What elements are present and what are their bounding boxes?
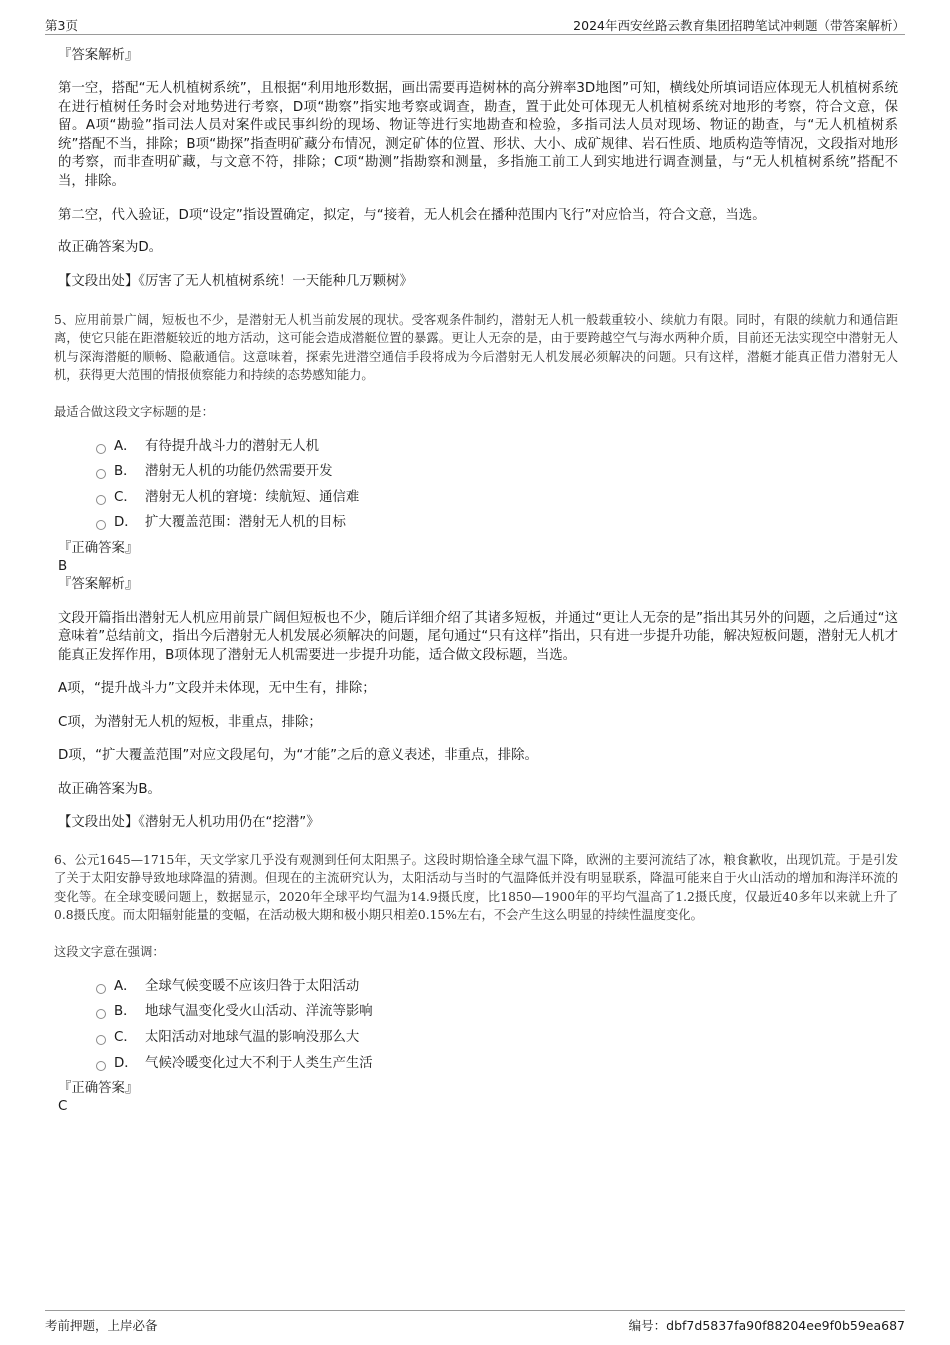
radio-icon[interactable]	[96, 984, 106, 994]
question-5-analysis: 文段开篇指出潜射无人机应用前景广阔但短板也不少，随后详细介绍了其诸多短板，并通过“更让人无奈的是”指出其另外的问题，之后通过“这意味着”总结前文，指出今后潜射无人机发展必须解决的问题，尾句通过“只有这样”指出，只有进一步提升功能，解决短板问题，潜射无人机才能真正发挥作用，B项体现了潜射无人机需要进一步提升功能，适合做文段标题，当选。	[58, 610, 898, 663]
radio-icon[interactable]	[96, 444, 106, 454]
document-id: 编号：dbf7d5837fa90f88204ee9f0b59ea687	[628, 1318, 905, 1333]
footer-slogan: 考前押题，上岸必备	[45, 1318, 158, 1333]
page-footer	[45, 1310, 905, 1335]
option-b[interactable]: B． 潜射无人机的功能仍然需要开发	[58, 461, 898, 487]
question-5-prompt: 最适合做这段文字标题的是：	[54, 404, 214, 419]
radio-icon[interactable]	[96, 1009, 106, 1019]
option-c-note: C项，为潜射无人机的短板，非重点，排除；	[58, 714, 322, 730]
question-6-options	[58, 976, 898, 1078]
analysis-label: 『答案解析』	[58, 576, 139, 592]
radio-icon[interactable]	[96, 469, 106, 479]
page-content	[54, 44, 898, 1116]
radio-icon[interactable]	[96, 1035, 106, 1045]
question-6-prompt: 这段文字意在强调：	[54, 944, 165, 959]
analysis-paragraph-2: 第二空，代入验证，D项“设定”指设置确定，拟定，与“接着，无人机会在播种范围内飞行”对应恰当，符合文意，当选。	[58, 208, 766, 223]
option-a[interactable]: A． 全球气候变暖不应该归咎于太阳活动	[58, 976, 898, 1002]
question-5-text: 5、应用前景广阔，短板也不少，是潜射无人机当前发展的现状。受客观条件制约，潜射无人机一般载重较小、续航力有限。同时，有限的续航力和通信距离，使它只能在距潜艇较近的地方活动，这可能会造成潜艇位置的暴露。更让人无奈的是，由于要跨越空气与海水两种介质，目前还无法实现空中潜射无人机与深海潜艇的顺畅、隐蔽通信。这意味着，探索先进潜空通信手段将成为今后潜射无人机发展必须解决的问题。只有这样，潜艇才能真正借力潜射无人机，获得更大范围的情报侦察能力和持续的态势感知能力。	[54, 312, 898, 382]
correct-answer-label: 『正确答案』	[58, 540, 139, 556]
option-b[interactable]: B． 地球气温变化受火山活动、洋流等影响	[58, 1001, 898, 1027]
correct-answer: B	[58, 558, 68, 574]
analysis-paragraph-1: 第一空，搭配“无人机植树系统”，且根据“利用地形数据，画出需要再造树林的高分辨率3D地图”可知，横线处所填词语应体现无人机植树系统在进行植树任务时会对地势进行考察，D项“勘察”指实地考察或调查，勘查，置于此处可体现无人机植树系统对地形的考察，符合文意，保留。A项“勘验”指司法人员对案件或民事纠纷的现场、物证等进行实地勘查和检验，多指司法人员对现场、物证的勘查，与“无人机植树系统”搭配不当，排除；B项“勘探”指查明矿藏分布情况，测定矿体的位置、形状、大小、成矿规律、岩石性质、地质构造等情况，文段指对地形的考察，而非查明矿藏，与文意不符，排除；C项“勘测”指勘察和测量，多指施工前工人到实地进行调查测量，与“无人机植树系统”搭配不当，排除。	[58, 81, 898, 189]
document-title: 2024年西安丝路云教育集团招聘笔试冲刺题（带答案解析）	[573, 18, 905, 33]
source-citation: 【文段出处】《厉害了无人机植树系统！一天能种几万颗树》	[58, 274, 413, 289]
radio-icon[interactable]	[96, 1061, 106, 1071]
conclusion: 故正确答案为B。	[58, 781, 161, 797]
question-5-options	[58, 436, 898, 538]
page-header	[45, 14, 905, 35]
question-6-text: 6、公元1645—1715年，天文学家几乎没有观测到任何太阳黑子。这段时期恰逢全球气温下降，欧洲的主要河流结了冰，粮食歉收，出现饥荒。于是引发了关于太阳安静导致地球降温的猜测。但现在的主流研究认为，太阳活动与当时的气温降低并没有明显联系，降温可能来自于火山活动的增加和海洋环流的变化等。在全球变暖问题上，数据显示，2020年全球平均气温为14.9摄氏度，比1850—1900年的平均气温高了1.2摄氏度，仅最近40多年以来就上升了0.8摄氏度。而太阳辐射能量的变幅，在活动极大期和极小期只相差0.15%左右，不会产生这么明显的持续性温度变化。	[54, 852, 898, 923]
conclusion: 故正确答案为D。	[58, 239, 163, 255]
option-a[interactable]: A． 有待提升战斗力的潜射无人机	[58, 436, 898, 462]
radio-icon[interactable]	[96, 495, 106, 505]
radio-icon[interactable]	[96, 520, 106, 530]
page-number: 第3页	[45, 18, 78, 33]
correct-answer: C	[58, 1099, 68, 1115]
option-d[interactable]: D． 扩大覆盖范围：潜射无人机的目标	[58, 512, 898, 538]
option-d[interactable]: D． 气候冷暖变化过大不利于人类生产生活	[58, 1053, 898, 1079]
correct-answer-label: 『正确答案』	[58, 1081, 139, 1097]
option-d-note: D项，“扩大覆盖范围”对应文段尾句，为“才能”之后的意义表述，非重点，排除。	[58, 748, 538, 764]
option-a-note: A项，“提升战斗力”文段并未体现，无中生有，排除；	[58, 681, 376, 697]
source-citation: 【文段出处】《潜射无人机功用仍在“挖潜”》	[58, 815, 320, 831]
option-c[interactable]: C． 潜射无人机的窘境：续航短、通信难	[58, 487, 898, 513]
option-c[interactable]: C． 太阳活动对地球气温的影响没那么大	[58, 1027, 898, 1053]
analysis-label: 『答案解析』	[58, 48, 139, 63]
